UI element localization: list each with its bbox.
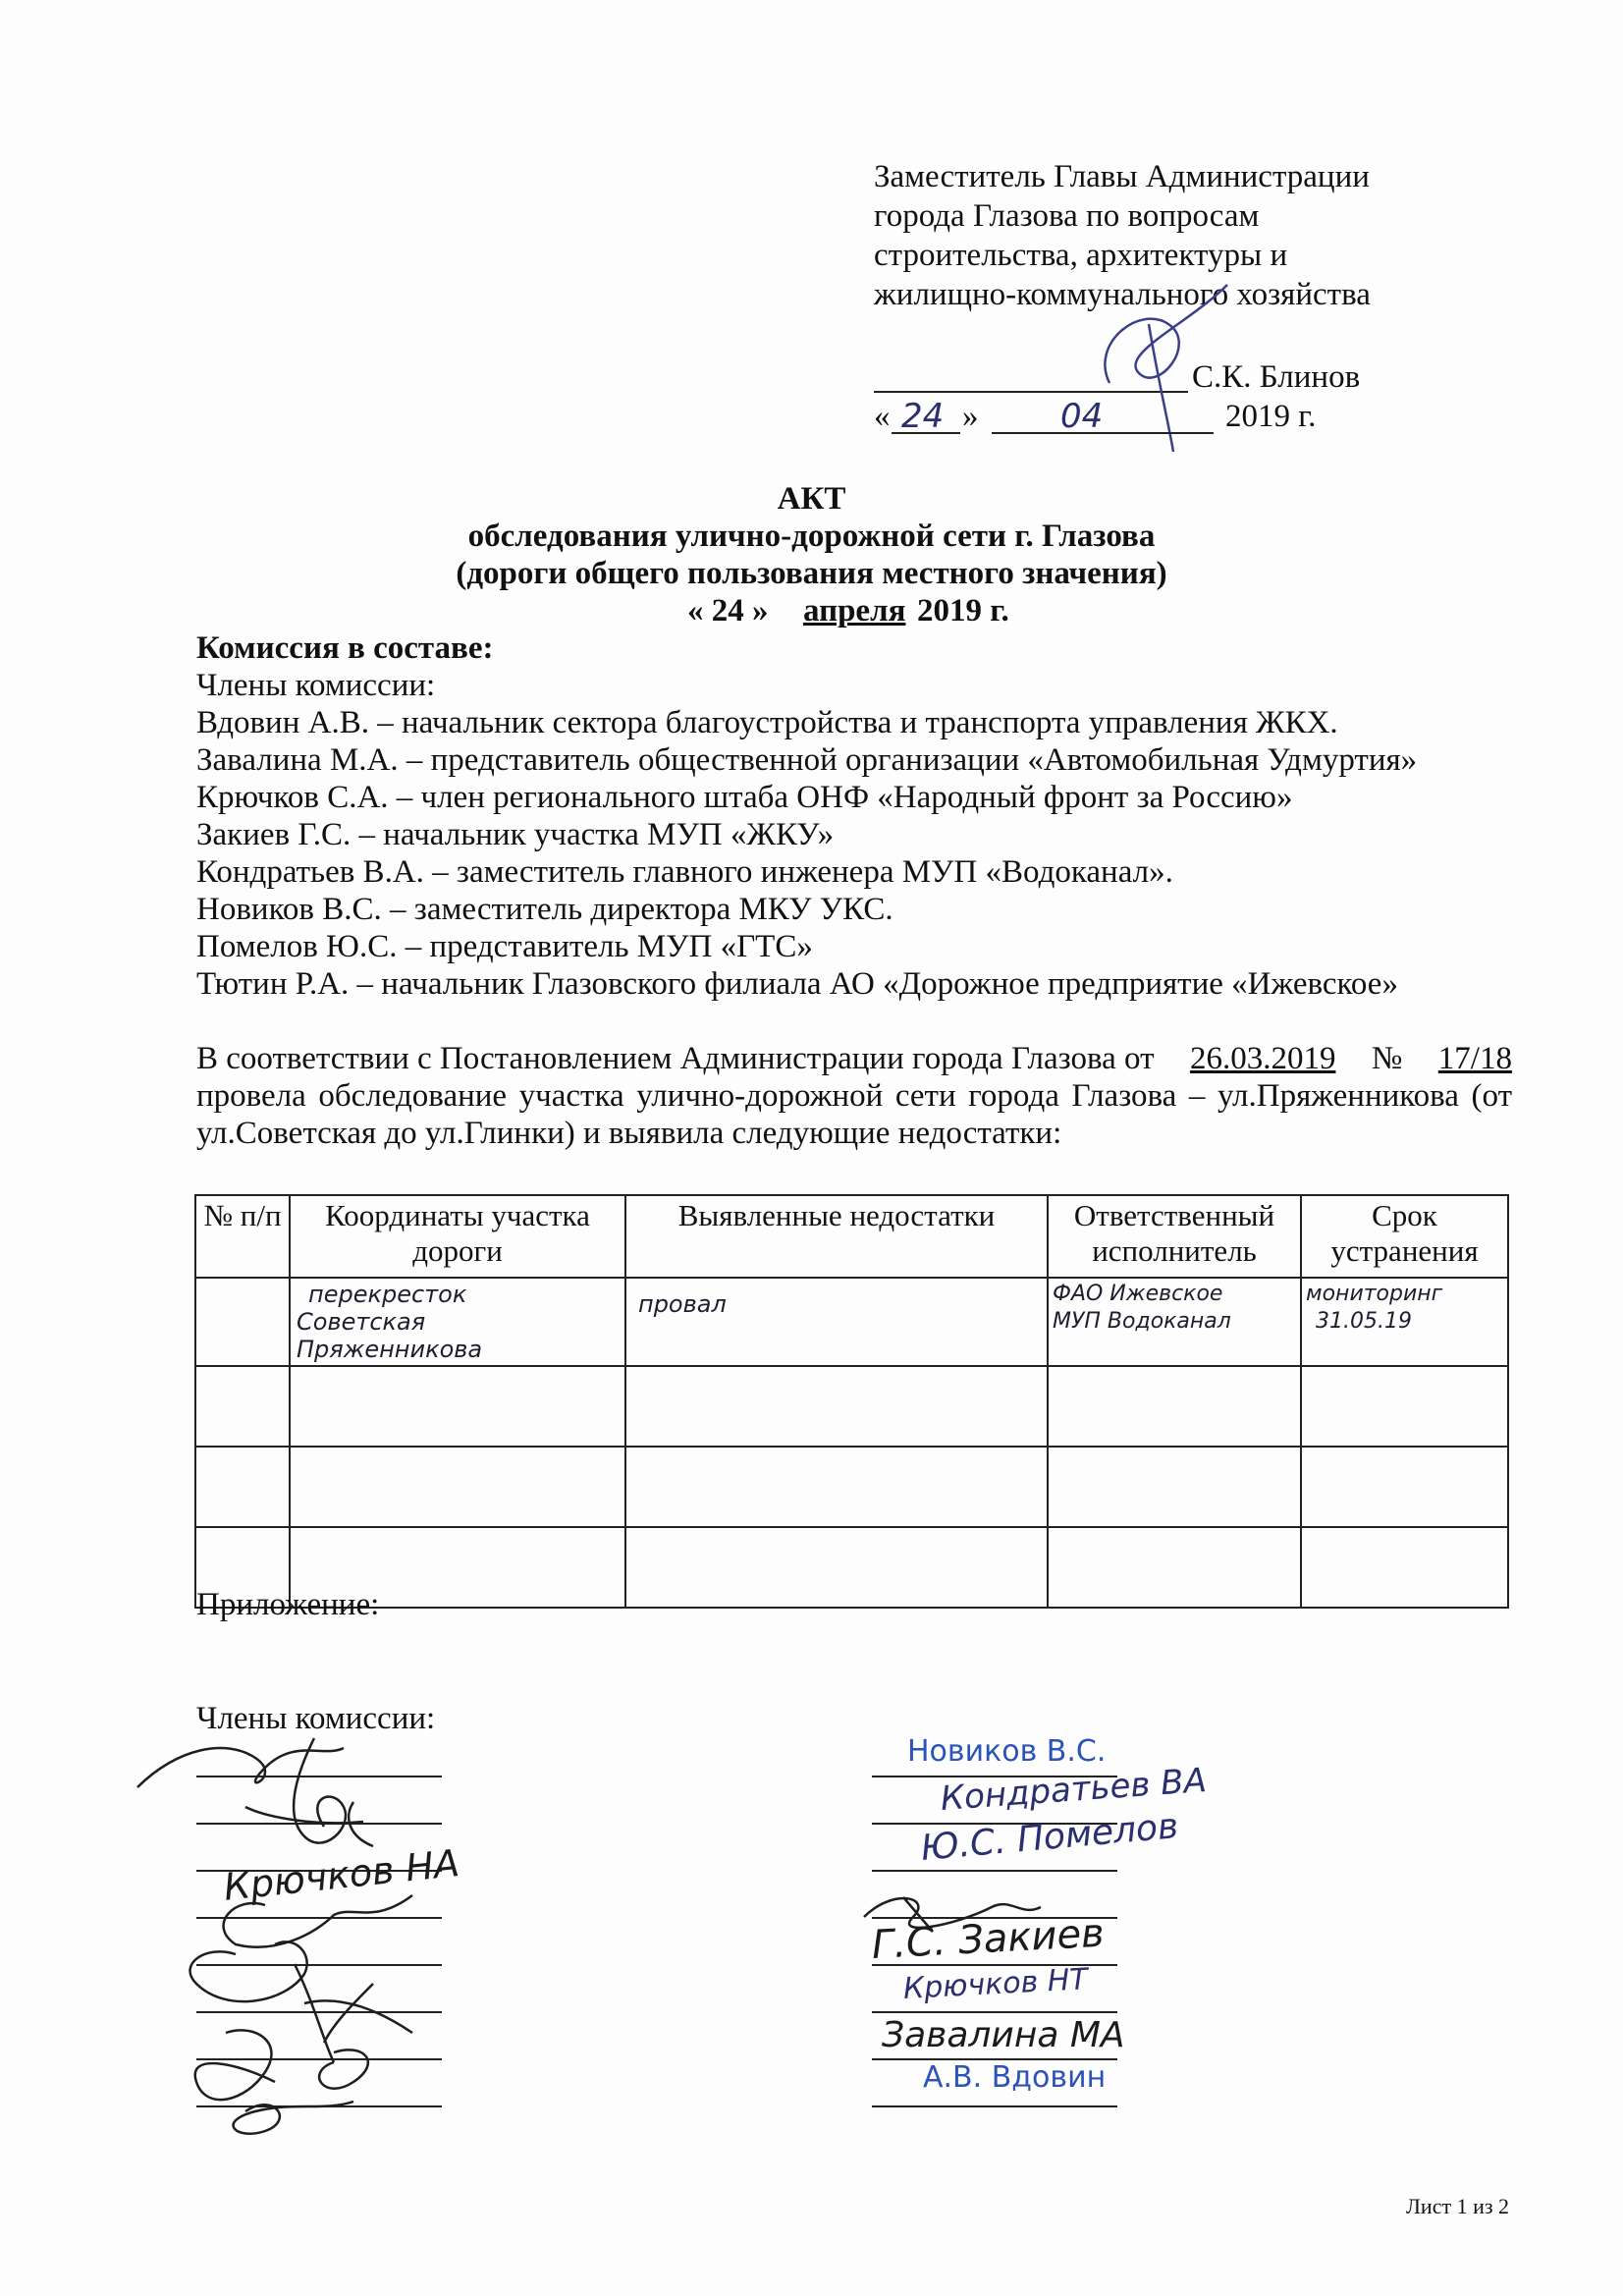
number-sign: № [1371,1041,1403,1076]
approval-date-day: 24 [901,397,945,436]
act-subtitle-1: обследования улично-дорожной сети г. Глазова [467,519,1156,554]
commission-heading: Комиссия в составе: [196,630,494,666]
cell-hw-text: Советская [297,1308,426,1336]
commission-member: Завалина М.А. – представитель общественной организации «Автомобильная Удмуртия» [196,742,1418,778]
cell-hw-text: 31.05.19 [1316,1309,1412,1334]
defects-table [194,1194,1509,1609]
decree-number: 17/18 [1437,1041,1512,1076]
page-number: Лист 1 из 2 [1406,2194,1510,2218]
header-coordinates: Координаты участка дороги [290,1195,625,1278]
cell-responsible [1048,1366,1301,1447]
cell-coordinates [290,1447,625,1527]
cell-defects [625,1447,1048,1527]
approval-line-4: жилищно-коммунального хозяйства [874,277,1371,312]
cell-deadline [1301,1447,1508,1527]
cell-number [195,1278,290,1366]
right-signature-text: Завалина МА [882,2015,1125,2055]
approval-date-open-quote: « [874,399,891,434]
cell-hw-text: МУП Водоканал [1053,1309,1231,1334]
cell-coordinates [290,1366,625,1447]
commission-member: Кондратьев В.А. – заместитель главного инженера МУП «Водоканал». [196,854,1173,890]
table-row [195,1447,1508,1527]
stamp-vdovin: А.В. Вдовин [923,2060,1107,2095]
commission-member: Закиев Г.С. – начальник участка МУП «ЖКУ» [196,817,835,852]
signature-line-right [872,2011,1117,2013]
approval-line-2: города Глазова по вопросам [874,198,1260,234]
header-deadline: Срок устранения [1301,1195,1508,1278]
commission-member: Крючков С.А. – член регионального штаба ОНФ «Народный фронт за Россию» [196,780,1293,815]
right-signature-text: Ю.С. Помелов [919,1806,1180,1869]
cell-defects [625,1527,1048,1608]
act-title: АКТ [777,481,846,517]
act-date-month: апреля [803,593,906,629]
cell-responsible [1048,1278,1301,1366]
approval-line-1: Заместитель Главы Администрации [874,159,1370,194]
left-signatures [118,1709,471,2151]
commission-member: Помелов Ю.С. – представитель МУП «ГТС» [196,929,813,964]
approval-signer-name: С.К. Блинов [1192,359,1361,395]
approval-date-year: 2019 г. [1225,399,1317,434]
table-row [195,1366,1508,1447]
cell-deadline [1301,1527,1508,1608]
footer-members-label: Члены комиссии: [196,1701,436,1736]
commission-member: Тютин Р.А. – начальник Глазовского филиала АО «Дорожное предприятие «Ижевское» [196,966,1398,1002]
cell-number [195,1366,290,1447]
table-row [195,1278,1508,1366]
body-paragraph-line-3: ул.Советская до ул.Глинки) и выявила следующие недостатки: [196,1116,1062,1151]
commission-members-label: Члены комиссии: [196,668,436,703]
cell-defects [625,1278,1048,1366]
cell-responsible [1048,1527,1301,1608]
cell-deadline [1301,1278,1508,1366]
approval-date-month: 04 [1060,397,1104,436]
right-signature-text: Кондратьев ВА [939,1761,1209,1819]
body-paragraph-line-2: провела обследование участка улично-дорожной сети города Глазова – ул.Пряженникова (от [196,1078,1512,1114]
cell-number [195,1447,290,1527]
cell-hw-text: ФАО Ижевское [1053,1282,1223,1306]
body-text-start: В соответствии с Постановлением Администрации города Глазова от [196,1041,1155,1076]
cell-hw-text: перекресток [308,1281,467,1308]
approval-date-mid-quote: » [962,399,979,434]
table-row [195,1527,1508,1608]
commission-member: Новиков В.С. – заместитель директора МКУ УКС. [196,892,893,927]
stamp-novikov: Новиков В.С. [907,1734,1107,1769]
cell-deadline [1301,1366,1508,1447]
body-paragraph-line-1 [196,1039,1512,1078]
signature-line-right [872,2105,1117,2107]
right-signature-text: Г.С. Закиев [870,1910,1106,1968]
decree-date: 26.03.2019 [1189,1041,1336,1076]
header-responsible: Ответственный исполнитель [1048,1195,1301,1278]
header-number: № п/п [195,1195,290,1278]
right-signature-text: Крючков НТ [902,1962,1089,2006]
header-defects: Выявленные недостатки [625,1195,1048,1278]
cell-coordinates [290,1278,625,1366]
cell-hw-text: провал [638,1290,727,1318]
commission-member: Вдовин А.В. – начальник сектора благоустройства и транспорта управления ЖКХ. [196,705,1338,740]
cell-responsible [1048,1447,1301,1527]
cell-defects [625,1366,1048,1447]
table-header-row [195,1195,1508,1278]
cell-hw-text: мониторинг [1306,1282,1443,1306]
approval-line-3: строительства, архитектуры и [874,238,1288,273]
appendix-label: Приложение: [196,1587,380,1622]
signature-line-right [872,1870,1117,1872]
cell-hw-text: Пряженникова [297,1336,483,1363]
act-date-day: « 24 » [687,593,769,629]
act-subtitle-2: (дороги общего пользования местного значения) [456,556,1167,591]
left-signature-text: Крючков НА [221,1840,461,1909]
act-date-year: 2019 г. [917,593,1009,629]
